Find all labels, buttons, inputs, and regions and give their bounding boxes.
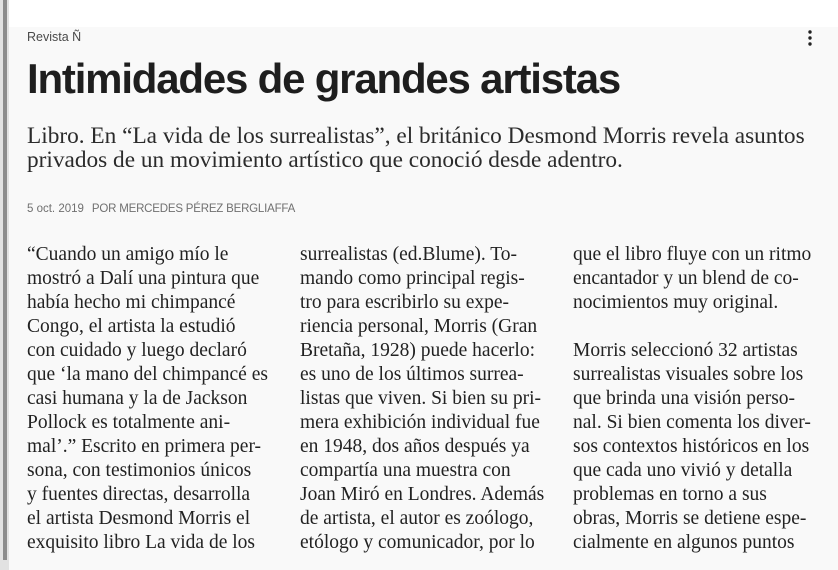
paragraph-break [573, 315, 823, 339]
byline: POR MERCEDES PÉREZ BERGLIAFFA [91, 203, 296, 215]
body-text-line: Morris seleccionó 32 artistas [573, 340, 798, 361]
publish-date: 5 oct. 2019 [27, 203, 84, 215]
body-text-line: cialmente en algunos puntos [573, 532, 795, 553]
headline: Intimidades de grandes artistas [27, 55, 621, 102]
body-text-line: mera exhibición individual fue [300, 412, 540, 433]
body-text-line: mal’.” Escrito en primera per- [27, 436, 262, 457]
body-text-line: de artista, el autor es zoólogo, [300, 508, 534, 529]
body-text-line: nocimientos muy original. [573, 292, 779, 313]
body-text-line: el artista Desmond Morris el [27, 508, 251, 529]
body-text-line: que el libro fluye con un ritmo [573, 244, 812, 265]
body-text-line: casi humana y la de Jackson [27, 388, 248, 409]
top-bar [0, 0, 838, 27]
body-text-line: había hecho mi chimpancé [27, 292, 236, 313]
body-text-line: obras, Morris se detiene espe- [573, 508, 807, 529]
body-text-line: que ‘la mano del chimpancé es [27, 364, 268, 385]
section-label: Revista Ñ [27, 30, 82, 44]
subtitle-line: Libro. En “La vida de los surrealistas”, el británico Desmond Morris revela asuntos [27, 123, 805, 149]
body-text-line: encantador y un blend de co- [573, 268, 799, 289]
body-text-line: con cuidado y luego declaró [27, 340, 247, 361]
body-text-line: y fuentes directas, desarrolla [27, 484, 251, 505]
subtitle [27, 125, 805, 172]
body-text-line: surrealistas (ed.Blume). To- [300, 244, 518, 265]
body-text-line: listas que viven. Si bien su pri- [300, 388, 542, 409]
article-meta [27, 202, 295, 216]
body-text-line: compartía una muestra con [300, 460, 511, 481]
body-column-2 [300, 243, 550, 555]
body-text-line: en 1948, dos años después ya [300, 436, 530, 457]
subtitle-line: privados de un movimiento artístico que conoció desde adentro. [27, 146, 623, 173]
body-text-line: Congo, el artista la estudió [27, 316, 236, 337]
body-text-line: “Cuando un amigo mío le [27, 244, 229, 265]
body-text-line: tro para escribirlo su expe- [300, 292, 509, 313]
body-text-line: surrealistas visuales sobre los [573, 364, 804, 385]
body-text-line: sona, con testimonios únicos [27, 460, 252, 481]
body-text-line: riencia personal, Morris (Gran [300, 316, 538, 337]
body-text-line: etólogo y comunicador, por lo [300, 532, 535, 553]
body-text-line: que cada uno vivió y detalla [573, 460, 793, 481]
more-options-button[interactable] [800, 27, 820, 49]
body-text-line: nal. Si bien comenta los diver- [573, 412, 811, 433]
body-text-line: mostró a Dalí una pintura que [27, 268, 260, 289]
left-edge-bar [0, 0, 9, 570]
body-text-line: es uno de los últimos surrea- [300, 364, 524, 385]
body-column-1 [27, 243, 277, 555]
body-text-line: sos contextos históricos en los [573, 436, 810, 457]
body-text-line: problemas en torno a sus [573, 484, 767, 505]
body-text-line: Joan Miró en Londres. Además [300, 484, 545, 505]
body-text-line: mando como principal regis- [300, 268, 525, 289]
body-column-3 [573, 243, 823, 555]
body-text-line: que brinda una visión perso- [573, 388, 796, 409]
body-text-line: Pollock es totalmente ani- [27, 412, 231, 433]
body-text-line: exquisito libro La vida de los [27, 532, 256, 553]
body-text-line: Bretaña, 1928) puede hacerlo: [300, 340, 535, 361]
left-edge-scroll-line [3, 0, 7, 560]
more-vertical-icon[interactable] [800, 27, 820, 49]
